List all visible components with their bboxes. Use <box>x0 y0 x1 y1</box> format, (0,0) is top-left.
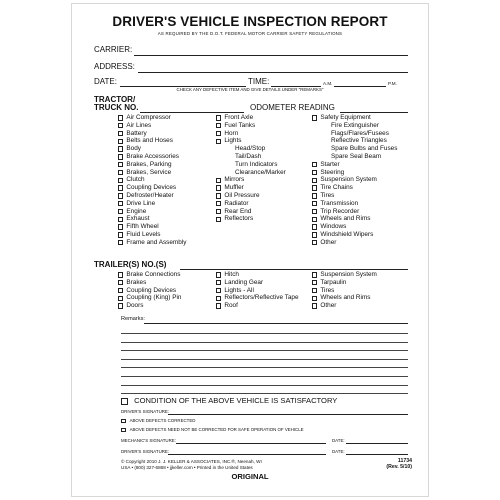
checklist-item-transmission[interactable] <box>312 200 397 208</box>
checklist-item-oil-pressure[interactable] <box>216 192 286 200</box>
checkbox[interactable] <box>312 240 317 245</box>
checklist-item-label: Reflectors/Reflective Tape <box>224 294 299 302</box>
defects-corrected-checkbox[interactable] <box>121 419 126 424</box>
odometer-field[interactable] <box>340 112 408 113</box>
checkbox[interactable] <box>312 193 317 198</box>
checklist-item-drive-line[interactable] <box>118 200 186 208</box>
checklist-item-label: Clutch <box>126 176 145 184</box>
checklist-item-label: Muffler <box>224 184 244 192</box>
checkbox[interactable] <box>312 296 317 301</box>
trailer-label: TRAILER(S) NO.(S) <box>94 260 167 269</box>
checklist-item-label: Drive Line <box>126 199 156 207</box>
copyright-text: © Copyright 2010 J. J. KELLER & ASSOCIATES, INC.®, Neenah, WI <box>121 459 262 464</box>
remarks-line[interactable] <box>144 323 408 324</box>
checklist-item-label: Oil Pressure <box>224 191 260 199</box>
time-label: TIME: <box>248 77 270 86</box>
checklist-item-brakes[interactable] <box>118 279 181 287</box>
remarks-line[interactable] <box>121 359 408 360</box>
driver-signature-2-label: DRIVER'S SIGNATURE: <box>121 449 170 454</box>
checklist-item-label: Mirrors <box>224 176 245 184</box>
checklist-item-label: Defroster/Heater <box>126 191 174 199</box>
checkbox[interactable] <box>118 154 123 159</box>
defects-corrected-label: ABOVE DEFECTS CORRECTED <box>129 418 196 423</box>
checkbox[interactable] <box>118 185 123 190</box>
remarks-line[interactable] <box>121 393 408 394</box>
checklist-item-label: Front Axle <box>224 114 254 121</box>
checklist-item-coupling-devices[interactable] <box>118 287 181 295</box>
checkbox[interactable] <box>216 139 221 144</box>
condition-row <box>121 396 337 405</box>
remarks-line[interactable] <box>121 376 408 377</box>
checklist-item-lights-all[interactable] <box>216 287 299 295</box>
checklist-item-tires[interactable] <box>312 287 377 295</box>
checklist-item-trip-recorder[interactable] <box>312 208 397 216</box>
checklist-item-label: Doors <box>126 302 144 310</box>
checkbox[interactable] <box>118 193 123 198</box>
remarks-line[interactable] <box>121 333 408 334</box>
defects-not-needed-row <box>121 427 304 432</box>
checklist-item-fifth-wheel[interactable] <box>118 223 186 231</box>
checklist-item-starter[interactable] <box>312 161 397 169</box>
checklist-subitem-turn-indicators: Turn Indicators <box>235 160 278 168</box>
checklist-item-hitch[interactable] <box>216 271 299 279</box>
checklist-item-reflectors[interactable] <box>216 215 286 223</box>
checklist-item-label: Tires <box>320 191 335 199</box>
trailer-col-3 <box>312 271 377 310</box>
checkbox[interactable] <box>312 162 317 167</box>
checkbox[interactable] <box>118 178 123 183</box>
checklist-item-label: Tire Chains <box>320 184 353 192</box>
checklist-item-label: Wheels and Rims <box>320 215 371 223</box>
trailer-col-1 <box>118 271 181 310</box>
address-field[interactable] <box>138 72 408 73</box>
checkbox[interactable] <box>118 146 123 151</box>
checkbox[interactable] <box>118 303 123 308</box>
checklist-item-wheels-and-rims[interactable] <box>312 215 397 223</box>
mechanic-signature-field[interactable] <box>176 443 326 444</box>
checkbox[interactable] <box>118 224 123 229</box>
checklist-item-label: Radiator <box>224 199 249 207</box>
remarks-line[interactable] <box>121 350 408 351</box>
checklist-item-label: Air Lines <box>126 121 152 129</box>
am-label: A.M. <box>323 81 333 86</box>
checkbox[interactable] <box>118 240 123 245</box>
checklist-item-label: Landing Gear <box>224 278 264 286</box>
checklist-item-reflectors-reflective-tape[interactable] <box>216 294 299 302</box>
remarks-line[interactable] <box>121 367 408 368</box>
remarks-line[interactable] <box>121 342 408 343</box>
checklist-item-belts-and-hoses[interactable] <box>118 137 186 145</box>
checklist-item-label: Brakes, Service <box>126 168 172 176</box>
mechanic-date-field[interactable] <box>346 443 408 444</box>
checkbox[interactable] <box>216 303 221 308</box>
checklist-item-label: Safety Equipment <box>320 114 371 121</box>
checklist-item-label: Suspension System <box>320 271 377 278</box>
checkbox[interactable] <box>216 209 221 214</box>
checklist-item-label: Steering <box>320 168 345 176</box>
checkbox[interactable] <box>216 280 221 285</box>
pm-label: P.M. <box>388 81 397 86</box>
checklist-item-horn[interactable] <box>216 130 286 138</box>
checkbox[interactable] <box>216 178 221 183</box>
trailer-no-field[interactable] <box>180 269 408 270</box>
checklist-item-doors[interactable] <box>118 302 181 310</box>
checklist-item-other[interactable] <box>312 302 377 310</box>
checklist-item-label: Brake Accessories <box>126 152 179 160</box>
checklist-item-label: Tarpaulin <box>320 278 347 286</box>
checklist-item-label: Tires <box>320 286 335 294</box>
checklist-item-tires[interactable] <box>312 192 397 200</box>
truck-no-label: TRUCK NO. <box>94 103 139 112</box>
checkbox[interactable] <box>312 178 317 183</box>
driver-signature-field[interactable] <box>168 414 408 415</box>
inspection-form <box>72 4 428 496</box>
checklist-item-label: Other <box>320 238 337 246</box>
checklist-item-wheels-and-rims[interactable] <box>312 294 377 302</box>
checklist-item-brakes-parking[interactable] <box>118 161 186 169</box>
remarks-label: Remarks: <box>121 316 145 322</box>
checklist-item-label: Lights - All <box>224 286 254 294</box>
checkbox[interactable] <box>216 193 221 198</box>
tractor-col-1 <box>118 114 186 247</box>
checklist-item-label: Hitch <box>224 271 239 278</box>
checkbox[interactable] <box>216 185 221 190</box>
checklist-item-label: Roof <box>224 302 238 310</box>
checklist-item-engine[interactable] <box>118 208 186 216</box>
checklist-item-brakes-service[interactable] <box>118 169 186 177</box>
form-subtitle: AS REQUIRED BY THE D.O.T. FEDERAL MOTOR CARRIER SAFETY REGULATIONS <box>157 31 343 36</box>
checkbox[interactable] <box>216 296 221 301</box>
checklist-item-landing-gear[interactable] <box>216 279 299 287</box>
checklist-item-body[interactable] <box>118 145 186 153</box>
checklist-item-fuel-tanks[interactable] <box>216 122 286 130</box>
checklist-item-label: Other <box>320 302 337 310</box>
condition-label: CONDITION OF THE ABOVE VEHICLE IS SATISFACTORY <box>134 396 338 405</box>
checkbox[interactable] <box>118 280 123 285</box>
checklist-item-label: Exhaust <box>126 215 150 223</box>
checklist-item-defroster-heater[interactable] <box>118 192 186 200</box>
checkbox[interactable] <box>312 280 317 285</box>
checklist-item-label: Brakes, Parking <box>126 160 172 168</box>
checklist-item-tarpaulin[interactable] <box>312 279 377 287</box>
checkbox[interactable] <box>118 201 123 206</box>
truck-no-field[interactable] <box>140 112 244 113</box>
checklist-item-label: Lights <box>224 137 242 145</box>
checklist-item-label: Fluid Levels <box>126 230 161 238</box>
tractor-label: TRACTOR/ <box>94 95 136 104</box>
driver-signature-label: DRIVER'S SIGNATURE: <box>121 409 170 414</box>
check-note: CHECK ANY DEFECTIVE ITEM AND GIVE DETAILS UNDER "REMARKS" <box>176 87 324 92</box>
checklist-item-label: Wheels and Rims <box>320 294 371 302</box>
trailer-col-2 <box>216 271 299 310</box>
contact-text: USA • (800) 327-6868 • jjkeller.com • Printed in the United States <box>121 465 253 470</box>
address-label: ADDRESS: <box>94 62 135 71</box>
checklist-item-fluid-levels[interactable] <box>118 231 186 239</box>
checklist-item-rear-end[interactable] <box>216 208 286 216</box>
checkbox[interactable] <box>312 201 317 206</box>
checklist-item-air-compressor[interactable] <box>118 114 186 122</box>
checkbox[interactable] <box>216 217 221 222</box>
checklist-item-label: Fifth Wheel <box>126 223 159 231</box>
checklist-item-clutch[interactable] <box>118 176 186 184</box>
checkbox[interactable] <box>216 272 221 277</box>
checklist-subitem-fire-extinguisher: Fire Extinguisher <box>331 121 379 129</box>
checkbox[interactable] <box>312 209 317 214</box>
carrier-label: CARRIER: <box>94 45 133 54</box>
checklist-item-label: Horn <box>224 129 239 137</box>
driver-signature-2-field[interactable] <box>168 454 326 455</box>
checkbox[interactable] <box>312 303 317 308</box>
checklist-item-label: Frame and Assembly <box>126 238 187 246</box>
checklist-item-label: Belts and Hoses <box>126 137 173 145</box>
checklist-item-label: Suspension System <box>320 176 377 184</box>
checkbox[interactable] <box>118 272 123 277</box>
checklist-item-label: Fuel Tanks <box>224 121 256 129</box>
checklist-item-other[interactable] <box>312 239 397 247</box>
checklist-item-coupling-devices[interactable] <box>118 184 186 192</box>
carrier-field[interactable] <box>134 55 408 56</box>
defects-not-needed-checkbox[interactable] <box>121 428 126 433</box>
defects-corrected-row <box>121 418 195 423</box>
mechanic-date-label: DATE: <box>332 438 345 443</box>
checkbox[interactable] <box>118 170 123 175</box>
checkbox[interactable] <box>118 217 123 222</box>
checklist-item-label: Starter <box>320 160 340 168</box>
checklist-item-muffler[interactable] <box>216 184 286 192</box>
checkbox[interactable] <box>216 123 221 128</box>
checklist-subitem-clearance-marker: Clearance/Marker <box>235 168 286 176</box>
checklist-item-label: Coupling Devices <box>126 286 177 294</box>
checkbox[interactable] <box>312 170 317 175</box>
checklist-item-label: Trip Recorder <box>320 207 360 215</box>
checklist-item-brake-connections[interactable] <box>118 271 181 279</box>
checkbox[interactable] <box>118 288 123 293</box>
checklist-item-label: Brakes <box>126 278 147 286</box>
checklist-item-suspension-system[interactable] <box>312 176 397 184</box>
checkbox[interactable] <box>312 115 317 120</box>
checklist-item-label: Reflectors <box>224 215 254 223</box>
condition-checkbox[interactable] <box>121 398 128 405</box>
checklist-item-label: Windows <box>320 223 347 231</box>
form-title: DRIVER'S VEHICLE INSPECTION REPORT <box>112 14 388 29</box>
checklist-subitem-flags-flares-fusees: Flags/Flares/Fusees <box>331 129 389 137</box>
checkbox[interactable] <box>118 232 123 237</box>
checkbox[interactable] <box>312 217 317 222</box>
checklist-item-label: Coupling (King) Pin <box>126 294 182 302</box>
checklist-subitem-reflective-triangles: Reflective Triangles <box>331 137 387 145</box>
driver-date-label: DATE: <box>332 449 345 454</box>
checkbox[interactable] <box>118 123 123 128</box>
checklist-item-tire-chains[interactable] <box>312 184 397 192</box>
checklist-item-label: Transmission <box>320 199 359 207</box>
checkbox[interactable] <box>118 115 123 120</box>
checklist-item-roof[interactable] <box>216 302 299 310</box>
checkbox[interactable] <box>118 296 123 301</box>
checklist-item-front-axle[interactable] <box>216 114 286 122</box>
checklist-item-battery[interactable] <box>118 130 186 138</box>
checklist-item-steering[interactable] <box>312 169 397 177</box>
remarks-line[interactable] <box>121 385 408 386</box>
checkbox[interactable] <box>118 131 123 136</box>
checklist-subitem-spare-bulbs-and-fuses: Spare Bulbs and Fuses <box>331 145 398 153</box>
checkbox[interactable] <box>312 232 317 237</box>
checklist-item-suspension-system[interactable] <box>312 271 377 279</box>
checklist-item-coupling-king-pin[interactable] <box>118 294 181 302</box>
odometer-label: ODOMETER READING <box>250 103 335 112</box>
checklist-item-exhaust[interactable] <box>118 215 186 223</box>
checklist-item-windshield-wipers[interactable] <box>312 231 397 239</box>
checklist-item-label: Brake Connections <box>126 271 181 278</box>
checklist-item-air-lines[interactable] <box>118 122 186 130</box>
checklist-item-brake-accessories[interactable] <box>118 153 186 161</box>
checkbox[interactable] <box>118 162 123 167</box>
tractor-col-2 <box>216 114 286 223</box>
copy-label: ORIGINAL <box>231 472 269 481</box>
checklist-item-mirrors[interactable] <box>216 176 286 184</box>
checklist-item-windows[interactable] <box>312 223 397 231</box>
checklist-item-label: Body <box>126 145 141 153</box>
checklist-item-label: Engine <box>126 207 147 215</box>
checkbox[interactable] <box>312 185 317 190</box>
checklist-item-label: Coupling Devices <box>126 184 177 192</box>
checklist-item-safety-equipment[interactable] <box>312 114 397 122</box>
date-label: DATE: <box>94 77 117 86</box>
form-revision: (Rev. 5/10) <box>386 464 412 470</box>
defects-not-needed-label: ABOVE DEFECTS NEED NOT BE CORRECTED FOR SAFE OPERATION OF VEHICLE <box>129 427 304 432</box>
driver-date-field[interactable] <box>346 454 408 455</box>
checkbox[interactable] <box>216 201 221 206</box>
checklist-item-label: Battery <box>126 129 147 137</box>
checkbox[interactable] <box>312 224 317 229</box>
checkbox[interactable] <box>312 272 317 277</box>
checklist-item-label: Air Compressor <box>126 114 171 121</box>
checklist-item-label: Windshield Wipers <box>320 230 374 238</box>
checklist-item-label: Rear End <box>224 207 252 215</box>
checkbox[interactable] <box>216 115 221 120</box>
checklist-item-lights[interactable] <box>216 137 286 145</box>
checkbox[interactable] <box>118 209 123 214</box>
checklist-item-radiator[interactable] <box>216 200 286 208</box>
checkbox[interactable] <box>216 131 221 136</box>
checkbox[interactable] <box>216 288 221 293</box>
checklist-subitem-spare-seal-beam: Spare Seal Beam <box>331 152 382 160</box>
tractor-col-3 <box>312 114 397 247</box>
checklist-subitem-head-stop: Head/Stop <box>235 145 266 153</box>
checklist-subitem-tail-dash: Tail/Dash <box>235 152 262 160</box>
form-number: 11734 <box>397 458 412 464</box>
checkbox[interactable] <box>118 139 123 144</box>
checkbox[interactable] <box>312 288 317 293</box>
mechanic-signature-label: MECHANIC'S SIGNATURE: <box>121 438 176 443</box>
checklist-item-frame-and-assembly[interactable] <box>118 239 186 247</box>
